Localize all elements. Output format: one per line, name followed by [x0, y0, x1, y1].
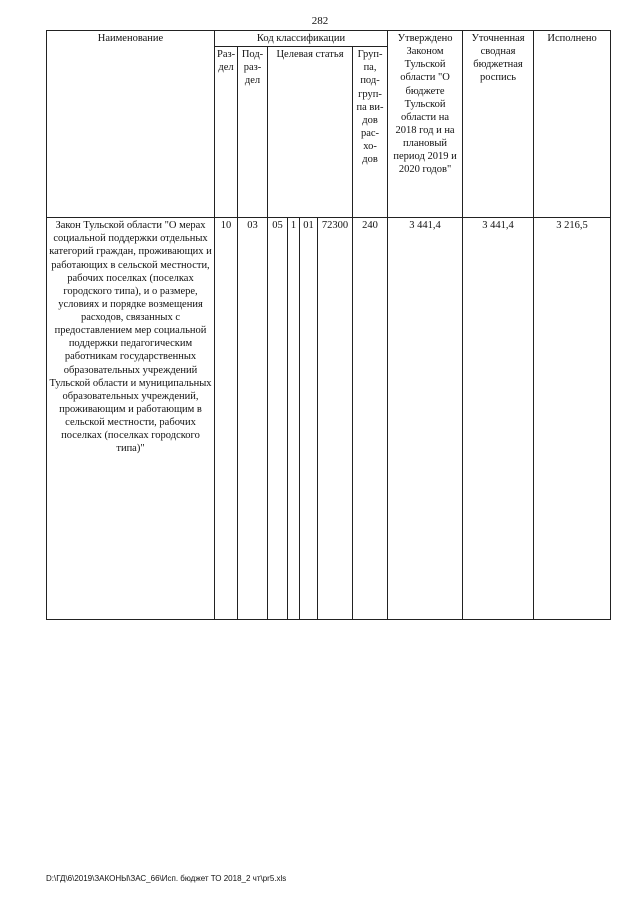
col-header-expense-group: Груп- па, под- груп- па ви- дов рас- хо- дов: [353, 47, 388, 218]
row-expense-group: 240: [353, 218, 388, 620]
budget-table: [46, 30, 611, 620]
row-target-event: 01: [300, 218, 318, 620]
file-path-footer: D:\ГД\6\2019\ЗАКОНЫ\ЗАС_66\Исп. бюджет ТО 2018_2 чт\pr5.xls: [46, 874, 287, 883]
table-row: [47, 218, 611, 620]
col-header-name: Наименование: [47, 31, 215, 218]
col-header-section: Раз- дел: [215, 47, 238, 218]
col-header-subsection: Под- раз- дел: [238, 47, 268, 218]
col-header-executed: Исполнено: [534, 31, 611, 218]
col-header-target-article: Целевая статья: [268, 47, 353, 218]
page-number: 282: [311, 15, 329, 27]
col-header-refined: Уточненная сводная бюджетная роспись: [463, 31, 534, 218]
row-refined-amount: 3 441,4: [463, 218, 534, 620]
col-header-classification-code: Код классификации: [215, 31, 388, 47]
row-subsection: 03: [238, 218, 268, 620]
row-section: 10: [215, 218, 238, 620]
row-approved-amount: 3 441,4: [388, 218, 463, 620]
row-target-direction: 72300: [318, 218, 353, 620]
row-target-subprogram: 1: [288, 218, 300, 620]
row-name: Закон Тульской области "О мерах социальной поддержки отдельных категорий граждан, проживающих и работающих в сельской местности, рабочих поселках (поселках городского типа), и о размере, условиях и порядке возмещения расходов, связанных с предоставлением мер социальной поддержки педагогическим работникам государственных образовательных учреждений Тульской области и муниципальных образовательных учреждений, проживающим и работающим в сельской местности, рабочих поселках (поселках городского типа)": [47, 218, 215, 620]
row-target-program: 05: [268, 218, 288, 620]
col-header-approved: Утверждено Законом Тульской области "О бюджете Тульской области на 2018 год и на плановый период 2019 и 2020 годов": [388, 31, 463, 218]
row-executed-amount: 3 216,5: [534, 218, 611, 620]
